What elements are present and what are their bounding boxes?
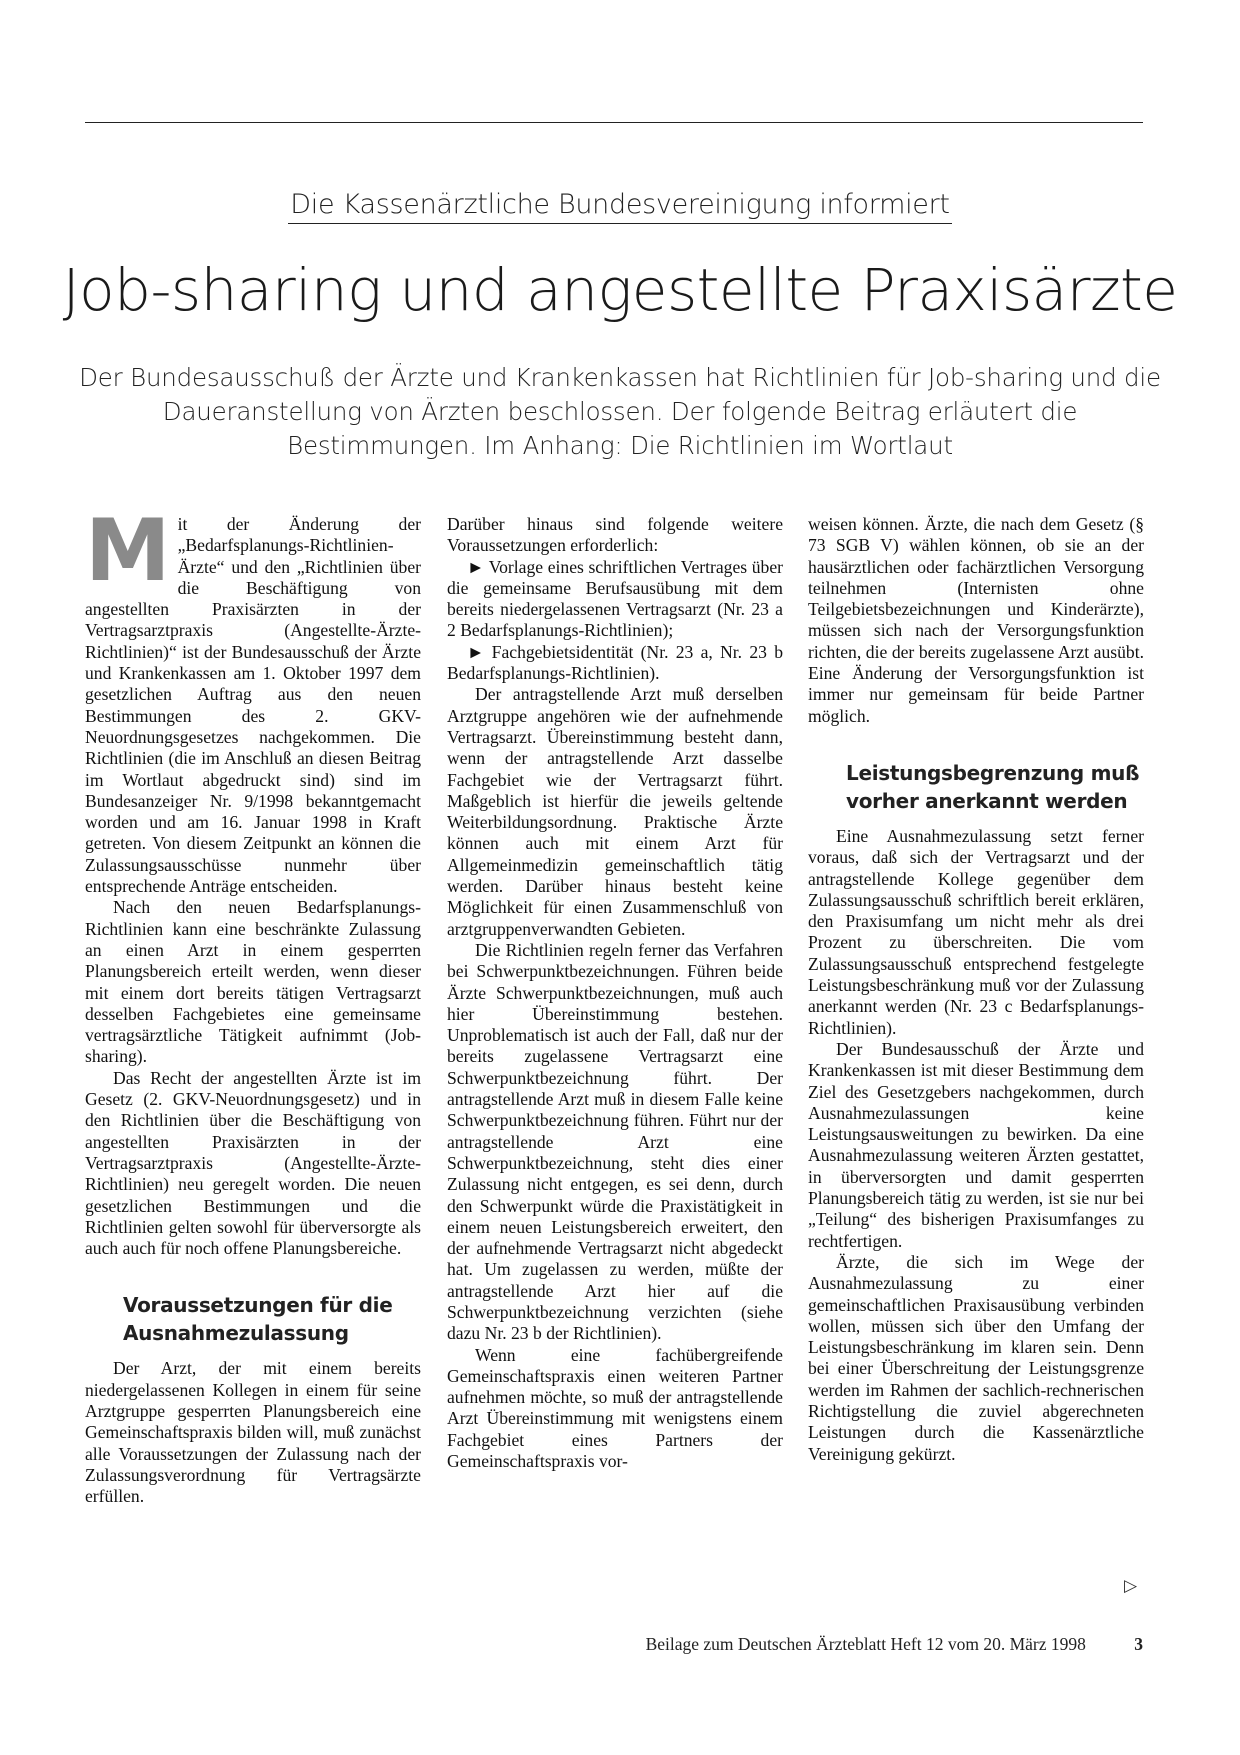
col3-paragraph-4: Ärzte, die sich im Wege der Ausnahmezulassung zu einer gemeinschaftlichen Praxisausübung verbinden wollen, müssen sich über den Umfang der Leistungsbeschränkung im klaren sein. Denn bei einer Überschreitung der Leistungsgrenze werden im Rahmen der sachlich-rechnerischen Richtigstellung die zuviel abgerechneten Leistungen durch die Kassenärztliche Vereinigung gekürzt. <box>808 1251 1144 1464</box>
kicker: Die Kassenärztliche Bundesvereinigung informiert <box>288 190 951 224</box>
col1-paragraph-4: Der Arzt, der mit einem bereits niedergelassenen Kollegen in einem für seine Arztgruppe gesperrten Planungsbereich eine Gemeinschaftspraxis bilden will, muß zunächst alle Voraussetzungen der Zulassung nach der Zulassungsverordnung für Vertragsärzte erfüllen. <box>85 1358 421 1507</box>
col2-bullet-2: ► Fachgebietsidentität (Nr. 23 a, Nr. 23 b Bedarfsplanungs-Richtlinien). <box>447 641 783 684</box>
subhead-leistungsbegrenzung: Leistungsbegrenzung muß vorher anerkannt werden <box>846 760 1140 813</box>
col2-paragraph-4: Wenn eine fachübergreifende Gemeinschaftspraxis einen weiteren Partner aufnehmen möchte, so muß der antragstellende Arzt Übereinstimmung mit wenigstens einem Fachgebiet eines Partners der Gemeinschaftspraxis vor- <box>447 1344 783 1472</box>
col3-paragraph-3: Der Bundesausschuß der Ärzte und Krankenkassen ist mit dieser Bestimmung dem Ziel des Gesetzgebers nachgekommen, durch Ausnahmezulassungen keine Leistungsausweitungen zu bewirken. Da eine Ausnahmezulassung weiteren Ärzten gestattet, in überversorgten und damit gesperrten Planungsbereich tätig zu werden, ist sie nur bei „Teilung“ des bisherigen Praxisumfanges zu rechtfertigen. <box>808 1038 1144 1251</box>
col3-paragraph-1: weisen können. Ärzte, die nach dem Gesetz (§ 73 SGB V) wählen können, ob sie an der hausärztlichen oder fachärztlichen Versorgung teilnehmen (Internisten ohne Teilgebietsbezeichnungen und Kinderärzte), müssen sich nach der Versorgungsfunktion richten, die der bereits zugelassene Arzt ausübt. Eine Änderung der Versorgungsfunktion ist immer nur gemeinsam für beide Partner möglich. <box>808 514 1144 726</box>
col2-paragraph-2: Der antragstellende Arzt muß derselben Arztgruppe angehören wie der aufnehmende Vertragsarzt. Übereinstimmung besteht dann, wenn der antragstellende Arzt dasselbe Fachgebiet wie der Vertragsarzt führt. Maßgeblich ist hierfür die jeweils geltende Weiterbildungsordnung. Praktische Ärzte können auch mit einem Arzt für Allgemeinmedizin gemeinschaftlich tätig werden. Darüber hinaus besteht keine Möglichkeit für einen Zusammenschluß von arztgruppenverwandten Gebieten. <box>447 684 783 939</box>
col3-paragraph-2: Eine Ausnahmezulassung setzt ferner voraus, daß sich der Vertragsarzt und der antragstellende Kollege gegenüber dem Zulassungsausschuß schriftlich bereit erklären, den Praxisumfang um nicht mehr als drei Prozent zu überschreiten. Die vom Zulassungsausschuß entsprechend festgelegte Leistungsbeschränkung muß vor der Zulassung anerkannt werden (Nr. 23 c Bedarfsplanungs-Richtlinien). <box>808 825 1144 1038</box>
col2-paragraph-1: Darüber hinaus sind folgende weitere Voraussetzungen erforderlich: <box>447 514 783 556</box>
kicker-wrapper <box>0 190 1240 224</box>
col1-paragraph-3: Das Recht der angestellten Ärzte ist im Gesetz (2. GKV-Neuordnungsgesetz) und in den Richtlinien über die Beschäftigung von angestellten Praxisärzten in der Vertragsarztpraxis (Angestellte-Ärzte-Richtlinien) neu geregelt worden. Die neuen gesetzlichen Bestimmungen und die Richtlinien gelten sowohl für überversorgte als auch auch für noch offene Planungsbereiche. <box>85 1067 421 1259</box>
footer <box>0 1634 1143 1655</box>
col2-bullet-1: ► Vorlage eines schriftlichen Vertrages über die gemeinsame Berufsausübung mit dem bereits niedergelassenen Vertragsarzt (Nr. 23 a 2 Bedarfsplanungs-Richtlinien); <box>447 556 783 641</box>
column-1 <box>85 501 421 1507</box>
deck: Der Bundesausschuß der Ärzte und Krankenkassen hat Richtlinien für Job-sharing und die Daueranstellung von Ärzten beschlossen. Der folgende Beitrag erläutert die Bestimmungen. Im Anhang: Die Richtlinien im Wortlaut <box>79 363 1161 460</box>
footer-source: Beilage zum Deutschen Ärzteblatt Heft 12 vom 20. März 1998 <box>645 1634 1086 1654</box>
col2-paragraph-3: Die Richtlinien regeln ferner das Verfahren bei Schwerpunktbezeichnungen. Führen beide Ärzte Schwerpunktbezeichnungen, muß auch hier Übereinstimmung bestehen. Unproblematisch ist auch der Fall, daß nur der bereits zugelassene Vertragsarzt eine Schwerpunktbezeichnung führt. Der antragstellende Arzt muß in diesem Falle keine Schwerpunktbezeichnung führen. Führt nur der antragstellende Arzt eine Schwerpunktbezeichnung, steht dies einer Zulassung nicht entgegen, es sei denn, durch den Schwerpunkt würde die Praxistätigkeit in einem neuen Leistungsbereich erweitert, den der aufnehmende Vertragsarzt nicht abgedeckt hat. Um zugelassen zu werden, müßte der antragstellende Arzt hier auf die Schwerpunktbezeichnung verzichten (siehe dazu Nr. 23 b der Richtlinien). <box>447 939 783 1344</box>
page-number: 3 <box>1134 1634 1143 1654</box>
headline: Job-sharing und angestellte Praxisärzte <box>62 256 1178 324</box>
col1-paragraph-2: Nach den neuen Bedarfsplanungs-Richtlinien kann eine beschränkte Zulassung an einen Arzt in einem gesperrten Planungsbereich erteilt werden, wenn dieser mit einem dort bereits tätigen Vertragsarzt desselben Fachgebietes eine gemeinsame vertragsärztliche Tätigkeit aufnimmt (Job-sharing). <box>85 897 421 1067</box>
drop-cap: M <box>85 501 171 601</box>
top-rule <box>85 122 1143 123</box>
subhead-voraussetzungen: Voraussetzungen für die Ausnahmezulassung <box>123 1293 393 1346</box>
column-3 <box>808 514 1144 1465</box>
col1-paragraph-1: it der Änderung der „Bedarfsplanungs-Richtlinien-Ärzte“ und den „Richtlinien über die Beschäftigung von angestellten Praxisärzten in der Vertragsarztpraxis (Angestellte-Ärzte-Richtlinien)“ ist der Bundesausschuß der Ärzte und Krankenkassen am 1. Oktober 1997 dem gesetzlichen Auftrag aus den neuen Bestimmungen des 2. GKV-Neuordnungsgesetzes nachgekommen. Die Richtlinien (die im Anschluß an diesen Beitrag im Wortlaut abgedruckt sind) sind im Bundesanzeiger Nr. 9/1998 bekanntgemacht worden und am 16. Januar 1998 in Kraft getreten. Von diesem Zeitpunkt an können die Zulassungsausschüsse nunmehr über entsprechende Anträge entscheiden. <box>85 514 421 897</box>
continue-arrow-icon: ▷ <box>1124 1576 1138 1595</box>
column-2 <box>447 514 783 1472</box>
